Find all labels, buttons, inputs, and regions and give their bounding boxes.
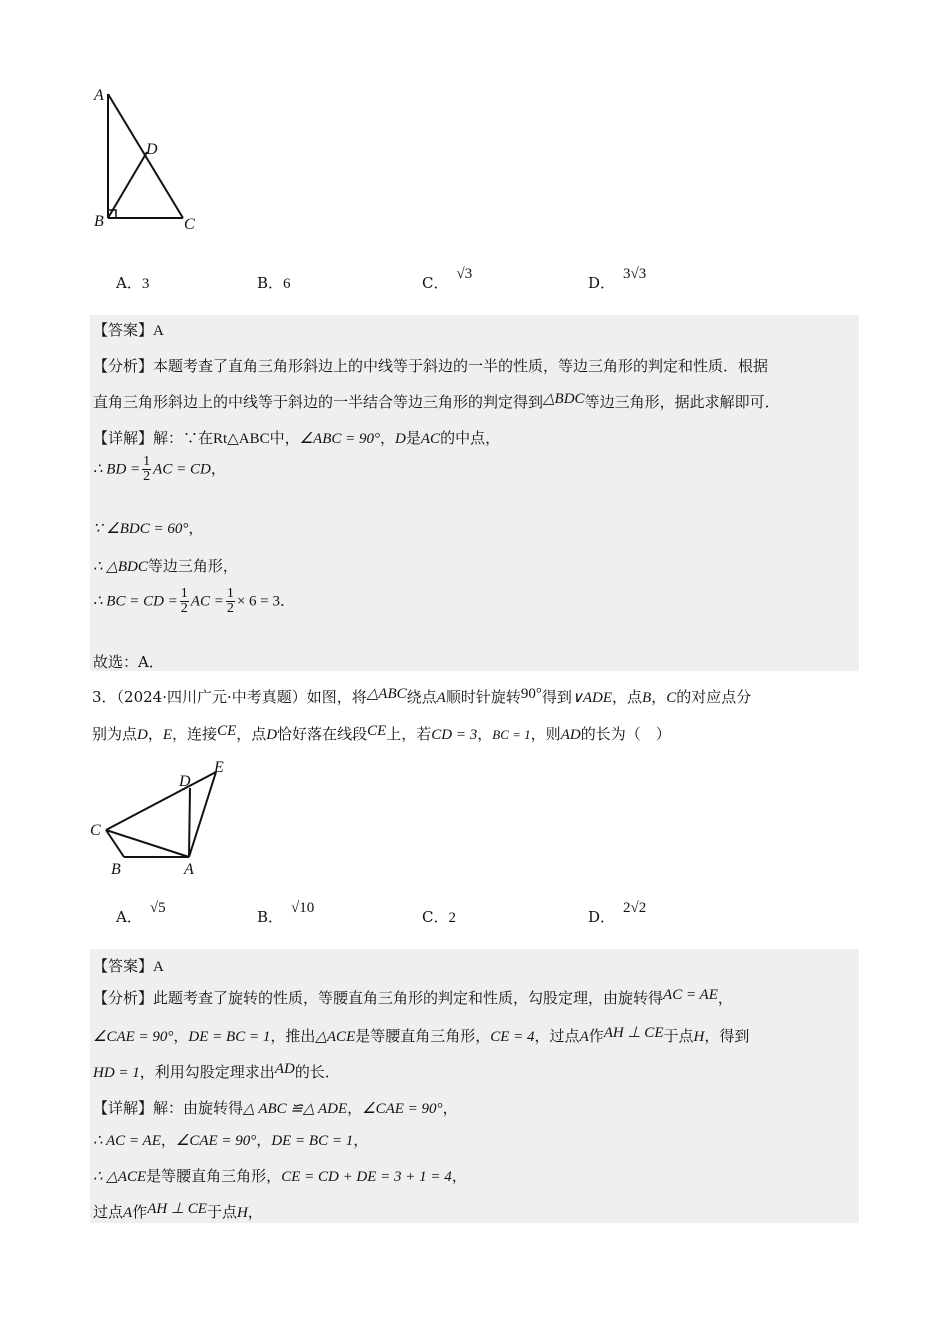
label-d: D bbox=[179, 773, 191, 790]
q3-detail-line3: ∴ △ACE是等腰直角三角形，CE = CD + DE = 3 + 1 = 4， bbox=[93, 1167, 467, 1185]
q3-option-a[interactable]: A． √5 bbox=[116, 900, 166, 926]
label-b: B bbox=[94, 213, 104, 230]
q2-solution-box bbox=[90, 315, 859, 671]
figure-triangle-abc bbox=[88, 82, 218, 241]
segment-bd bbox=[108, 152, 147, 218]
q2-analysis-line1: 【分析】本题考查了直角三角形斜边上的中线等于斜边的一半的性质，等边三角形的判定和性质．根据 bbox=[93, 357, 769, 375]
q2-option-c[interactable]: C． √3 bbox=[422, 266, 473, 292]
label-e: E bbox=[214, 759, 224, 776]
q3-solution-box bbox=[90, 949, 859, 1223]
q3-stem-line1: 3．（2024·四川广元·中考真题）如图，将△ABC绕点A顺时针旋转90°得到∨ADE，点B，C的对应点分 bbox=[92, 686, 752, 706]
label-b: B bbox=[111, 861, 121, 878]
label-d: D bbox=[146, 141, 158, 158]
label-a: A bbox=[184, 861, 194, 878]
q3-option-d[interactable]: D． 2√2 bbox=[588, 900, 647, 926]
q2-option-a[interactable]: A．3 bbox=[116, 274, 150, 292]
q2-detail-line3: ∵ ∠BDC = 60°， bbox=[93, 519, 204, 537]
q3-answer: 【答案】A bbox=[93, 957, 164, 975]
q2-analysis-line2: 直角三角形斜边上的中线等于斜边的一半结合等边三角形的判定得到△BDC等边三角形，据此求解即可． bbox=[93, 391, 780, 411]
q2-detail-line2: ∴ BD = $\frac{1}{2}$ AC = CD， bbox=[93, 454, 226, 484]
q3-analysis-line1: 【分析】此题考查了旋转的性质，等腰直角三角形的判定和性质，勾股定理，由旋转得AC = AE， bbox=[93, 987, 733, 1007]
q3-detail-line2: ∴ AC = AE，∠CAE = 90°，DE = BC = 1， bbox=[93, 1131, 369, 1149]
q3-analysis-line2: ∠CAE = 90°，DE = BC = 1，推出△ACE是等腰直角三角形，CE = 4，过点A作AH ⊥ CE于点H，得到 bbox=[93, 1025, 750, 1045]
label-a: A bbox=[94, 87, 104, 104]
q2-detail-line5: ∴ BC = CD = $\frac{1}{2}$ AC = $\frac{1}{2}$ × 6 = 3． bbox=[93, 586, 296, 616]
segment-ad bbox=[189, 788, 190, 857]
q2-conclusion: 故选：A． bbox=[93, 653, 164, 671]
label-c: C bbox=[184, 216, 195, 233]
q3-option-c[interactable]: C．2 bbox=[422, 908, 456, 926]
q3-detail-line4: 过点A作AH ⊥ CE于点H， bbox=[93, 1201, 263, 1221]
q2-detail-line1: 【详解】解：∵在Rt△ABC中，∠ABC = 90°，D是AC的中点， bbox=[93, 429, 501, 447]
figure-rotation bbox=[86, 756, 246, 885]
q2-answer: 【答案】A bbox=[93, 321, 164, 339]
q3-analysis-line3: HD = 1，利用勾股定理求出AD的长． bbox=[93, 1061, 340, 1081]
q3-stem-line2: 别为点D，E，连接CE，点D恰好落在线段CE上，若CD = 3，BC = 1，则AD的长为（ ） bbox=[92, 723, 671, 743]
q2-detail-line4: ∴ △BDC等边三角形， bbox=[93, 557, 238, 575]
q2-option-b[interactable]: B．6 bbox=[257, 274, 291, 292]
q3-option-b[interactable]: B． √10 bbox=[257, 900, 315, 926]
q2-option-d[interactable]: D． 3√3 bbox=[588, 266, 647, 292]
segment-ca bbox=[106, 830, 189, 857]
label-c: C bbox=[90, 822, 101, 839]
q3-detail-line1: 【详解】解：由旋转得△ ABC ≌△ ADE，∠CAE = 90°， bbox=[93, 1099, 458, 1117]
